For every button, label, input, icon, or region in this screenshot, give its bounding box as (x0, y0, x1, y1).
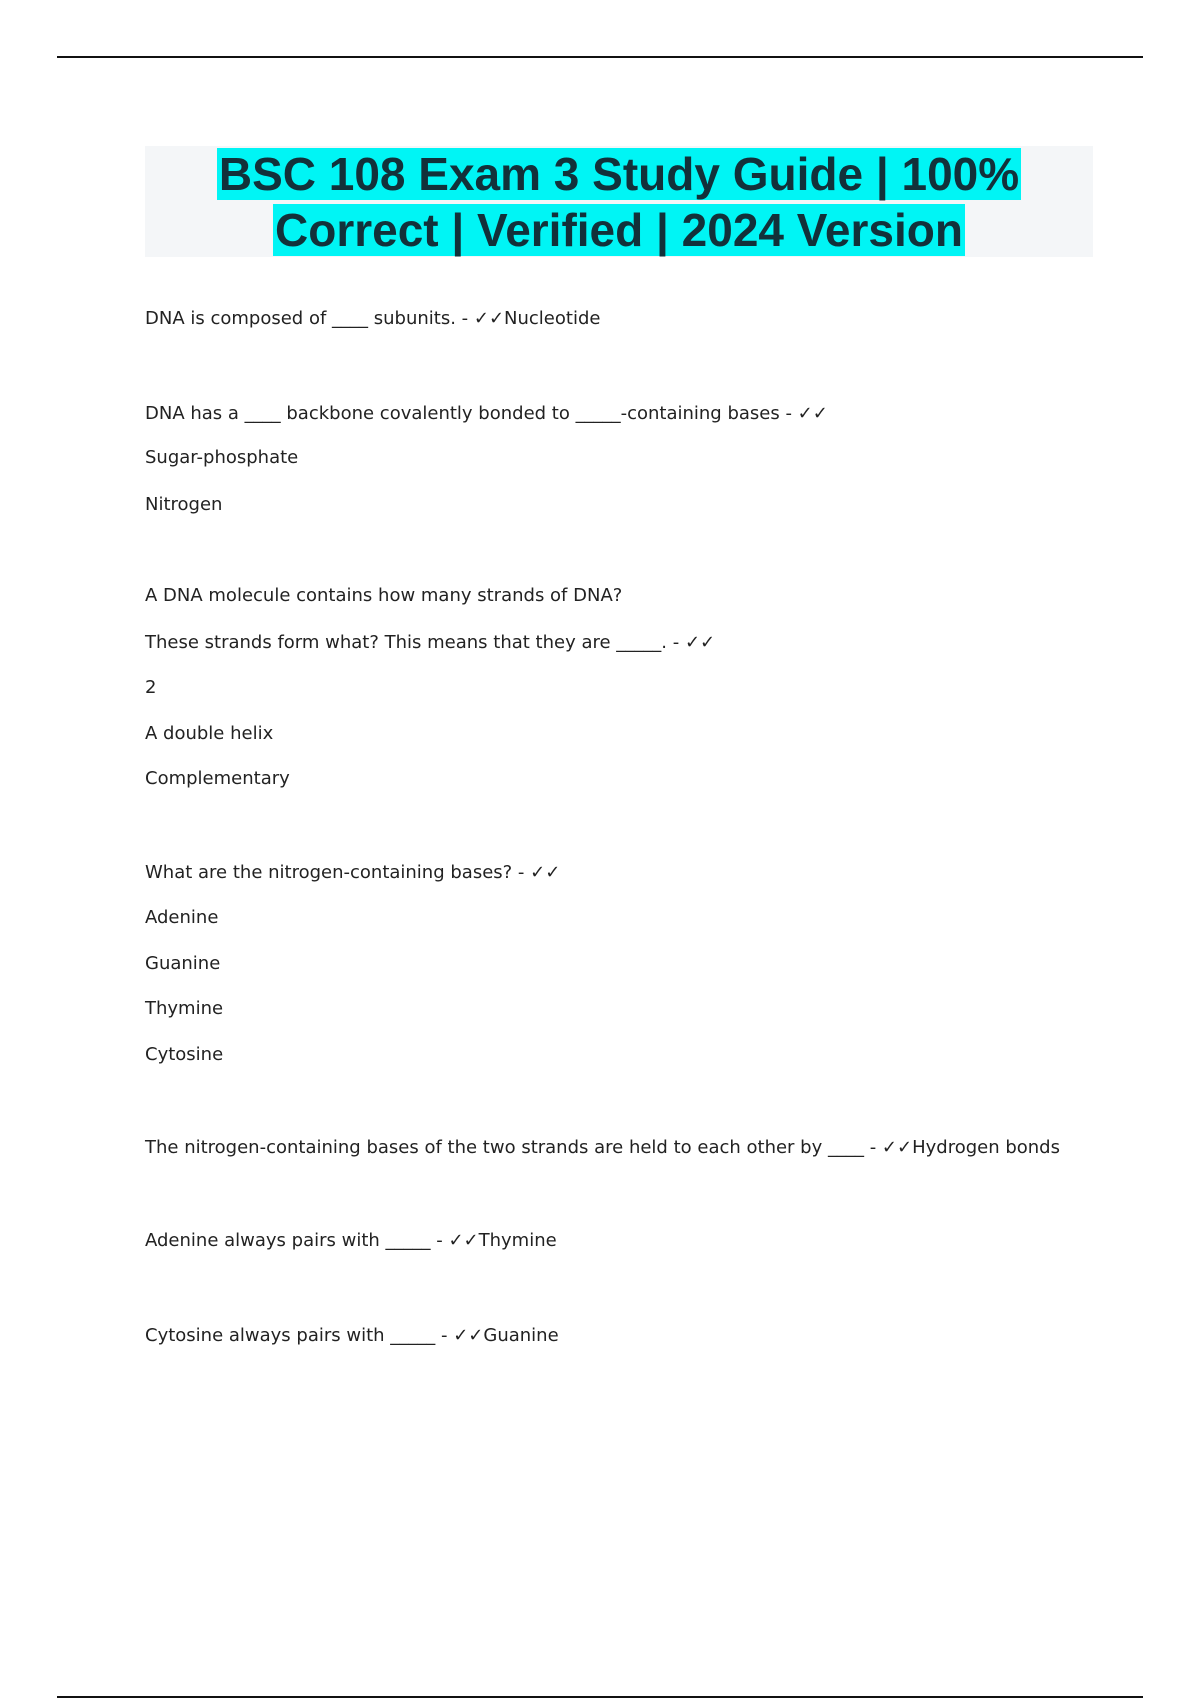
answer-line: Nitrogen (145, 494, 223, 515)
answer-line: Adenine (145, 907, 219, 928)
answer-line: Cytosine (145, 1044, 224, 1065)
question-line: The nitrogen-containing bases of the two strands are held to each other by ____ - ✓✓Hydrogen bonds (145, 1137, 1060, 1158)
page-title-line-1: BSC 108 Exam 3 Study Guide | 100% (218, 148, 1020, 200)
question-line: A DNA molecule contains how many strands of DNA? (145, 585, 623, 606)
question-line: DNA has a ____ backbone covalently bonded to _____-containing bases - ✓✓ (145, 403, 828, 424)
question-line: What are the nitrogen-containing bases? - ✓✓ (145, 862, 561, 883)
bottom-rule (57, 1696, 1143, 1698)
answer-line: Complementary (145, 768, 290, 789)
title-banner (145, 146, 1093, 257)
question-line: Adenine always pairs with _____ - ✓✓Thymine (145, 1230, 557, 1251)
top-rule (57, 56, 1143, 58)
answer-line: Thymine (145, 998, 224, 1019)
question-line: These strands form what? This means that they are _____. - ✓✓ (145, 632, 716, 653)
page-title-line-2: Correct | Verified | 2024 Version (275, 204, 963, 256)
question-line: DNA is composed of ____ subunits. - ✓✓Nucleotide (145, 308, 601, 329)
answer-line: Guanine (145, 953, 221, 974)
answer-line: Sugar-phosphate (145, 447, 299, 468)
answer-line: A double helix (145, 723, 274, 744)
answer-line: 2 (145, 677, 157, 698)
question-line: Cytosine always pairs with _____ - ✓✓Guanine (145, 1325, 559, 1346)
